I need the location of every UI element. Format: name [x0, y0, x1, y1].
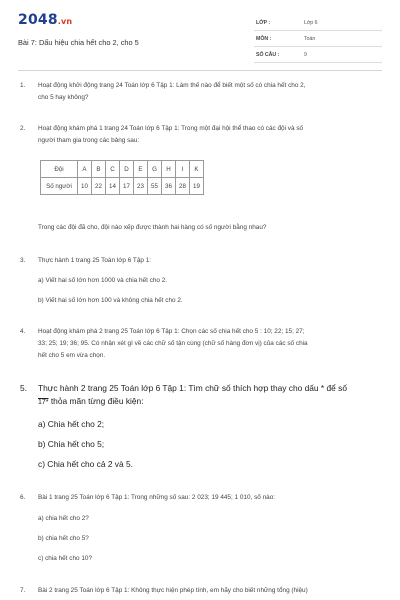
meta-label: SỐ CÂU : [256, 52, 280, 58]
meta-row-count [254, 49, 382, 63]
meta-row-class [254, 17, 382, 31]
question-line-rest: thỏa mãn từng điều kiện: [48, 396, 144, 406]
question-5-sub-a [18, 418, 380, 431]
sub-question: b) chia hết cho 5? [38, 535, 89, 542]
question-6 [18, 492, 380, 504]
sub-question: a) Viết hai số lớn hơn 1000 và chia hết cho 2. [38, 277, 168, 284]
question-2 [18, 123, 380, 147]
number-with-overline: 17* [38, 399, 49, 406]
table-cell: H [162, 161, 176, 178]
question-line: Thực hành 2 trang 25 Toán lớp 6 Tập 1: Tìm chữ số thích hợp thay cho dấu * để số [38, 383, 347, 393]
question-3-sub-a [18, 275, 380, 287]
meta-value: Lớp 6 [304, 20, 318, 26]
question-line: Thực hành 1 trang 25 Toán lớp 6 Tập 1: [38, 257, 152, 264]
question-line: Bài 2 trang 25 Toán lớp 6 Tập 1: Không thực hiện phép tính, em hãy cho biết những tổng (hiệu) [38, 587, 308, 594]
sub-question: c) chia hết cho 10? [38, 555, 92, 562]
question-number: 7. [20, 587, 26, 594]
question-number: 2. [20, 125, 26, 132]
table-cell: Số người [41, 178, 78, 195]
sub-question: b) Chia hết cho 5; [38, 439, 105, 449]
table-cell: K [190, 161, 204, 178]
sub-question: a) chia hết cho 2? [38, 515, 89, 522]
question-2-followup [18, 222, 380, 234]
table-cell: I [176, 161, 190, 178]
question-1 [18, 80, 380, 104]
question-5-sub-c [18, 458, 380, 471]
question-5-sub-b [18, 438, 380, 451]
question-3 [18, 255, 380, 267]
question-line: cho 5 hay không? [38, 94, 89, 101]
table-cell: E [134, 161, 148, 178]
sub-question: c) Chia hết cho cả 2 và 5. [38, 459, 133, 469]
table-row [41, 178, 204, 195]
table-cell: B [92, 161, 106, 178]
table-cell: C [106, 161, 120, 178]
question-line: Hoạt động khám phá 2 trang 25 Toán lớp 6 Tập 1: Chọn các số chia hết cho 5 : 10; 22; 15; 27; [38, 328, 305, 335]
table-cell: 55 [148, 178, 162, 195]
question-6-sub-a [18, 513, 380, 525]
table-cell: 19 [190, 178, 204, 195]
logo-main: 2048 [18, 12, 58, 28]
table-cell: 14 [106, 178, 120, 195]
table-cell: 36 [162, 178, 176, 195]
question-4 [18, 326, 380, 362]
question-line: người tham gia trong các bảng sau: [38, 137, 140, 144]
table-cell: Đội [41, 161, 78, 178]
question-line: 33; 25; 19; 36; 95. Có nhận xét gì về các chữ số tận cùng (chữ số hàng đơn vị) của các số chia [38, 340, 308, 347]
team-table [40, 160, 204, 195]
sub-question: b) Viết hai số lớn hơn 100 và không chia hết cho 2. [38, 297, 183, 304]
document-header [18, 8, 382, 71]
meta-label: MÔN : [256, 36, 272, 42]
meta-value: Toán [304, 36, 316, 42]
table-cell: A [78, 161, 92, 178]
question-6-sub-b [18, 533, 380, 545]
question-text [38, 80, 380, 104]
meta-row-subject [254, 33, 382, 47]
table-cell: 10 [78, 178, 92, 195]
question-line: Bài 1 trang 25 Toán lớp 6 Tập 1: Trong những số sau: 2 023; 19 445; 1 010, số nào: [38, 494, 276, 501]
question-number: 6. [20, 494, 26, 501]
table-cell: D [120, 161, 134, 178]
question-number: 1. [20, 82, 26, 89]
question-text [38, 382, 380, 409]
question-line [38, 395, 380, 409]
table-row [41, 161, 204, 178]
question-3-sub-b [18, 295, 380, 307]
question-line: hết cho 5 em vừa chọn. [38, 352, 106, 359]
question-7 [18, 585, 380, 597]
sub-question: a) Chia hết cho 2; [38, 419, 105, 429]
meta-box [254, 17, 382, 65]
question-6-sub-c [18, 553, 380, 565]
logo-suffix: .vn [57, 17, 73, 26]
question-5 [18, 382, 380, 409]
question-text [38, 326, 380, 362]
question-line: Hoạt động khởi động trang 24 Toán lớp 6 Tập 1: Làm thế nào để biết một số có chia hết cho 2, [38, 82, 306, 89]
table-cell: 23 [134, 178, 148, 195]
table-cell: G [148, 161, 162, 178]
site-logo[interactable] [18, 12, 72, 28]
table-cell: 22 [92, 178, 106, 195]
meta-value: 9 [304, 52, 307, 58]
table-cell: 28 [176, 178, 190, 195]
question-line: Hoạt động khám phá 1 trang 24 Toán lớp 6 Tập 1: Trong một đại hội thể thao có các đội và số [38, 125, 304, 132]
question-text [38, 123, 380, 147]
table-cell: 17 [120, 178, 134, 195]
question-number: 3. [20, 257, 26, 264]
meta-label: LỚP : [256, 20, 271, 26]
question-number: 4. [20, 328, 26, 335]
lesson-title: Bài 7: Dấu hiệu chia hết cho 2, cho 5 [18, 38, 139, 47]
question-number: 5. [20, 383, 27, 393]
question-line: Trong các đội đã cho, đội nào xếp được thành hai hàng có số người bằng nhau? [38, 224, 267, 231]
